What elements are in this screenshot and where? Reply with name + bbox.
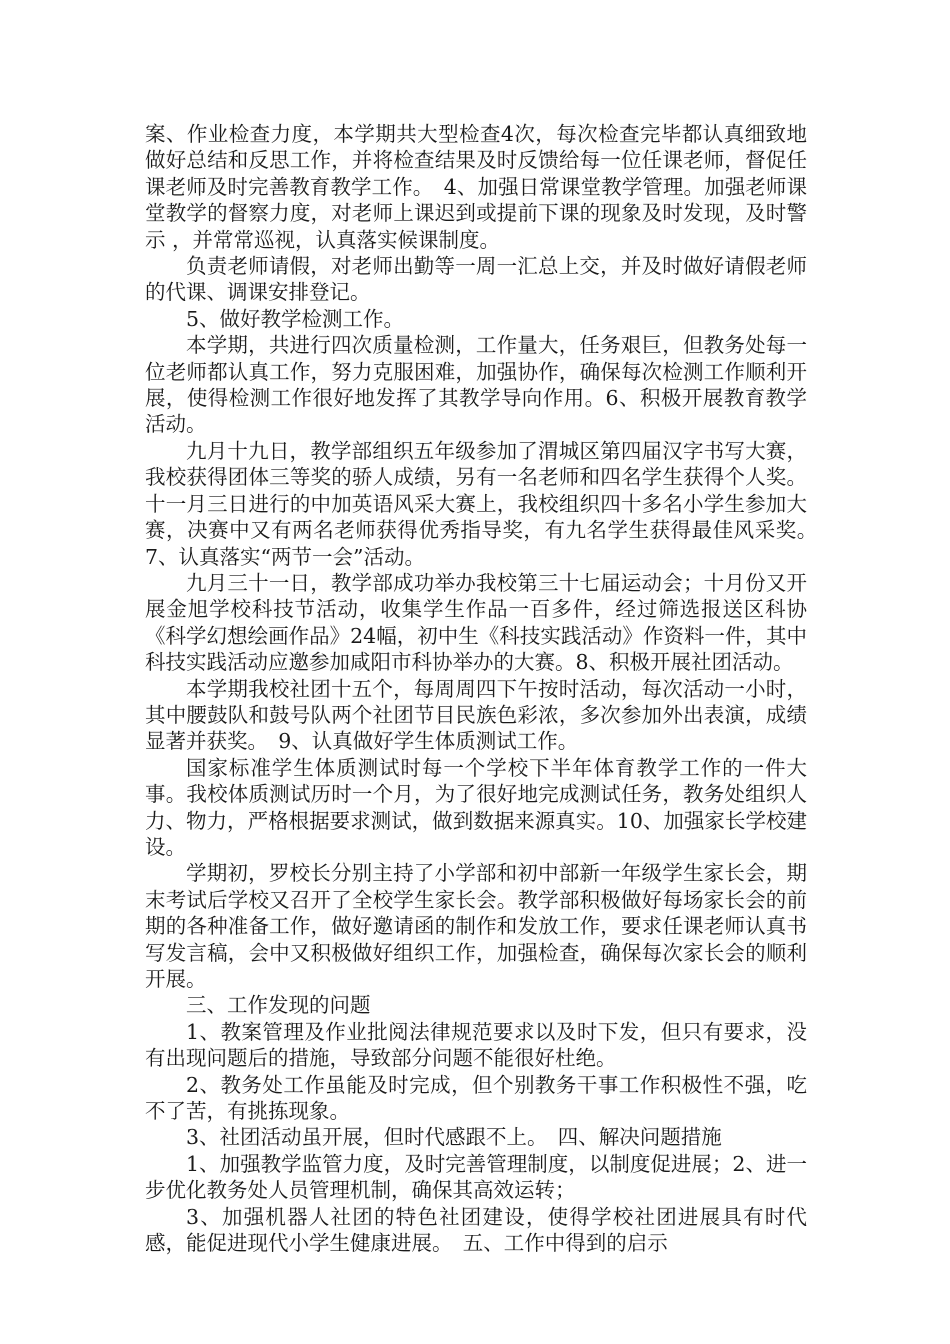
paragraph-13: 3、社团活动虽开展，但时代感跟不上。 四、解决问题措施	[186, 1125, 722, 1150]
paragraph-11: 1、教案管理及作业批阅法律规范要求以及时下发，但只有要求，没有出现问题后的措施，导致部分问题不能很好杜绝。	[145, 1019, 807, 1071]
paragraph-9: 学期初，罗校长分别主持了小学部和初中部新一年级学生家长会，期末考试后学校又召开了全校学生家长会。教学部积极做好每场家长会的前期的各种准备工作，做好邀请函的制作和发放工作，要求任课老师认真书写发言稿，会中又积极做好组织工作，加强检查，确保每次家长会的顺利开展。	[145, 861, 807, 991]
paragraph-8: 国家标准学生体质测试时每一个学校下半年体育教学工作的一件大事。我校体质测试历时一个月，为了很好地完成测试任务，教务处组织人力、物力，严格根据要求测试，做到数据来源真实。10、加强家长学校建设。	[145, 755, 807, 859]
paragraph-15: 3、加强机器人社团的特色社团建设，使得学校社团进展具有时代感，能促进现代小学生健康进展。 五、工作中得到的启示	[145, 1204, 807, 1256]
paragraph-2: 负责老师请假，对老师出勤等一周一汇总上交，并及时做好请假老师的代课、调课安排登记。	[145, 254, 807, 305]
paragraph-4: 本学期，共进行四次质量检测，工作量大，任务艰巨，但教务处每一位老师都认真工作，努力克服困难，加强协作，确保每次检测工作顺利开展，使得检测工作很好地发挥了其教学导向作用。6、积极开展教育教学活动。	[145, 333, 807, 437]
document-page	[145, 121, 828, 1256]
section-heading-problems: 三、工作发现的问题	[186, 993, 371, 1018]
paragraph-12: 2、教务处工作虽能及时完成，但个别教务干事工作积极性不强，吃不了苦，有挑拣现象。	[145, 1072, 807, 1124]
paragraph-3: 5、做好教学检测工作。	[186, 306, 405, 331]
paragraph-14: 1、加强教学监管力度，及时完善管理制度，以制度促进展；2、进一步优化教务处人员管理机制，确保其高效运转；	[145, 1151, 807, 1203]
paragraph-5: 九月十九日，教学部组织五年级参加了渭城区第四届汉字书写大赛，我校获得团体三等奖的骄人成绩，另有一名老师和四名学生获得个人奖。十一月三日进行的中加英语风采大赛上，我校组织四十多名小学生参加大赛，决赛中又有两名老师获得优秀指导奖，有九名学生获得最佳风采奖。 7、认真落实“两节一会”活动。	[145, 438, 828, 569]
paragraph-1: 案、作业检查力度，本学期共大型检查4次，每次检查完毕都认真细致地做好总结和反思工作，并将检查结果及时反馈给每一位任课老师，督促任课老师及时完善教育教学工作。 4、加强日常课堂教学管理。加强老师课堂教学的督察力度，对老师上课迟到或提前下课的现象及时发现，及时警示 ，并常常巡视，认真落实候课制度。	[145, 122, 807, 252]
paragraph-6: 九月三十一日，教学部成功举办我校第三十七届运动会；十月份又开展金旭学校科技节活动，收集学生作品一百多件，经过筛选报送区科协《科学幻想绘画作品》24幅，初中生《科技实践活动》作资料一件，其中科技实践活动应邀参加咸阳市科协举办的大赛。8、积极开展社团活动。	[145, 570, 807, 675]
paragraph-7: 本学期我校社团十五个，每周周四下午按时活动，每次活动一小时，其中腰鼓队和鼓号队两个社团节目民族色彩浓，多次参加外出表演，成绩显著并获奖。 9、认真做好学生体质测试工作。	[145, 676, 807, 754]
